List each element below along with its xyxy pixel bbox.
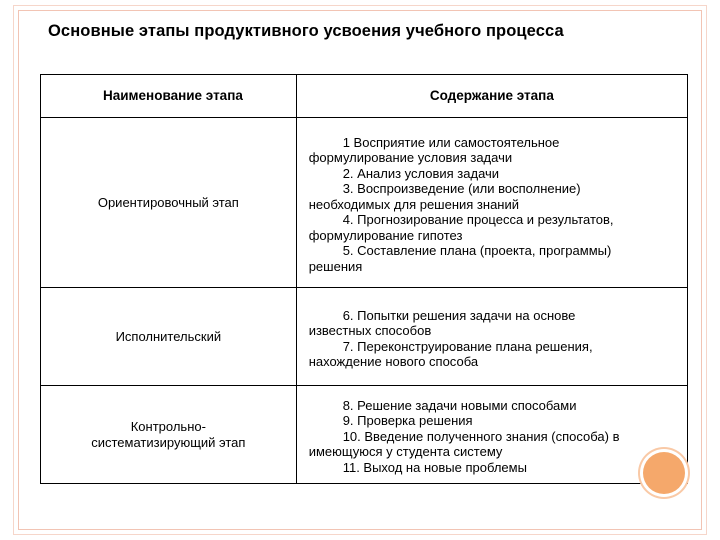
table-row: [41, 288, 688, 386]
content-line: известных способов: [308, 323, 432, 338]
stage-name-line: Контрольно-: [130, 419, 206, 434]
header-stage-content: Содержание этапа: [296, 75, 687, 118]
content-line: 3. Воспроизведение (или восполнение): [342, 181, 581, 197]
content-line: 8. Решение задачи новыми способами: [342, 397, 577, 413]
content-line: 2. Анализ условия задачи: [342, 165, 500, 181]
stage-name: Ориентировочный этап: [41, 118, 297, 288]
stages-table: [40, 74, 688, 484]
table-header-row: [41, 75, 688, 118]
header-stage-name: Наименование этапа: [41, 75, 297, 118]
decorative-circle: [643, 452, 685, 494]
content-line: формулирование условия задачи: [308, 150, 513, 166]
stage-name-line: систематизирующий этап: [91, 434, 246, 450]
stage-content: [296, 118, 687, 288]
content-line: 1 Восприятие или самостоятельное: [342, 134, 560, 150]
content-line: 6. Попытки решения задачи на основе: [342, 307, 576, 323]
stage-name: [41, 386, 297, 484]
content-line: решения: [308, 258, 363, 274]
content-line: 4. Прогнозирование процесса и результатов,: [342, 212, 614, 228]
page-title: Основные этапы продуктивного усвоения учебного процесса: [48, 22, 564, 40]
content-line: имеющуюся у студента систему: [308, 444, 503, 460]
content-line: 11. Выход на новые проблемы: [342, 459, 527, 475]
content-line: формулирование гипотез: [308, 227, 463, 243]
content-line: нахождение нового способа: [308, 354, 479, 369]
table-row: [41, 386, 688, 484]
content-line: 10. Введение полученного знания (способа) в: [342, 428, 620, 444]
content-line: 9. Проверка решения: [342, 413, 473, 429]
table-row: [41, 118, 688, 288]
stage-name: Исполнительский: [41, 288, 297, 386]
content-line: 7. Переконструирование плана решения,: [342, 338, 593, 354]
stage-content: [296, 386, 687, 484]
content-line: необходимых для решения знаний: [308, 196, 520, 212]
stage-content: [296, 288, 687, 386]
content-line: 5. Составление плана (проекта, программы): [342, 243, 612, 259]
